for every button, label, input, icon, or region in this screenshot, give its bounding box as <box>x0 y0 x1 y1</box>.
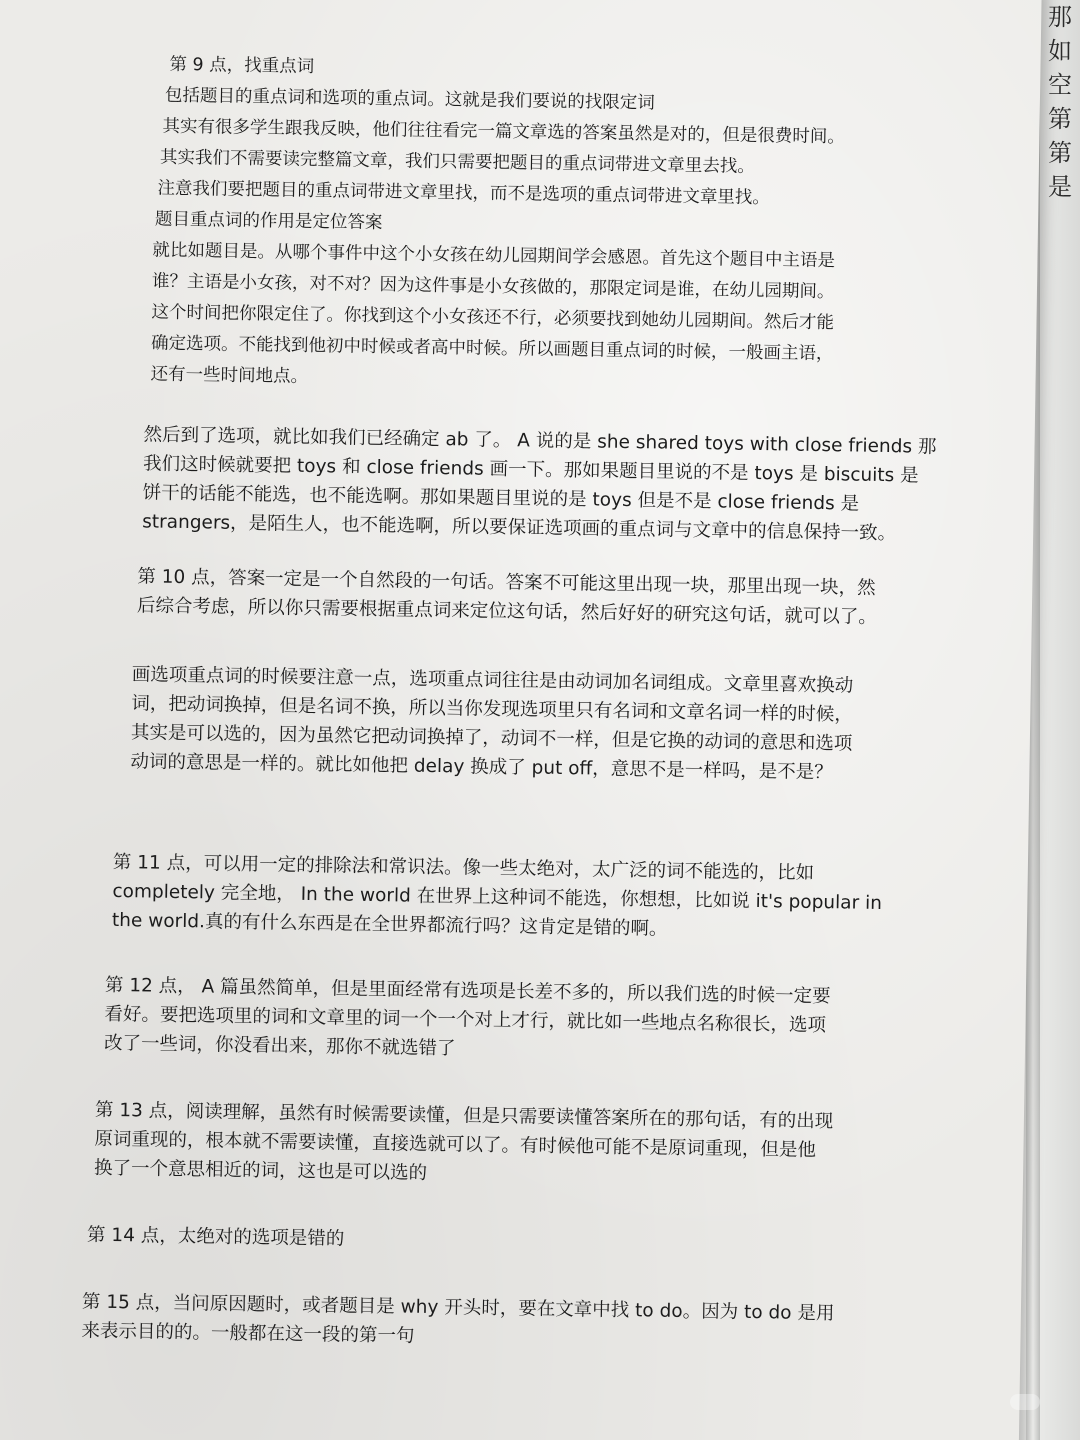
section-9 <box>150 50 945 403</box>
section-14 <box>87 1221 927 1263</box>
text-line: 动词的意思是一样的。就比如他把 delay 换成了 put off，意思不是一样吗，是不是？ <box>130 751 833 784</box>
text-line: 第 13 点，阅读理解，虽然有时候需要读懂，但是只需要读懂答案所在的那句话，有的出现 <box>94 1099 834 1133</box>
background-book-text: 那 如 空 第 第 是 <box>1048 3 1072 201</box>
text-line: 饼干的话能不能选，也不能选啊。那如果题目里说的是 toys 但是不是 close friends 是 <box>142 482 860 515</box>
text-line: the world.真的有什么东西是在全世界都流行吗？这肯定是错的啊。 <box>111 909 668 940</box>
text-line: 其实有很多学生跟我反映，他们往往看完一篇文章选的答案虽然是对的，但是很费时间。 <box>162 116 846 148</box>
text-line: 后综合考虑，所以你只需要根据重点词来定位这句话，然后好好的研究这句话，就可以了。 <box>136 595 877 628</box>
section-15 <box>81 1288 920 1359</box>
section-12 <box>104 971 931 1071</box>
text-line: 换了一个意思相近的词，这也是可以选的 <box>93 1157 428 1184</box>
text-line: 这个时间把你限定住了。你找到这个小女孩还不行，必须要找到她幼儿园期间。然后才能 <box>151 302 835 334</box>
section-13 <box>94 1096 929 1196</box>
text-line: 第 12 点， A 篇虽然简单，但是里面经常有选项是长差不多的，所以我们选的时候一定要 <box>104 974 831 1008</box>
text-line: 其实我们不需要读完整篇文章，我们只需要把题目的重点词带进文章里去找。 <box>159 147 756 177</box>
section-heading: 第 9 点，找重点词 <box>169 54 315 77</box>
text-line: strangers，是陌生人，也不能选啊，所以要保证选项画的重点词与文章中的信息保持一致。 <box>142 511 897 545</box>
text-line: 题目重点词的作用是定位答案 <box>154 209 383 234</box>
text-line: 然后到了选项，就比如我们已经确定 ab 了。 A 说的是 she shared toys with close friends 那 <box>143 424 937 458</box>
text-line: 包括题目的重点词和选项的重点词。这就是我们要说的找限定词 <box>164 85 656 114</box>
text-line: 我们这时候就要把 toys 和 close friends 画一下。那如果题目里说的不是 toys 是 biscuits 是 <box>142 453 919 487</box>
text-line: 就比如题目是。从哪个事件中这个小女孩在幼儿园期间学会感恩。首先这个题目中主语是 <box>152 240 836 272</box>
text-line: completely 完全地， In the world 在世界上这种词不能选，你想想，比如说 it's popular in <box>112 880 883 915</box>
section-11 <box>112 848 933 948</box>
text-line: 谁？主语是小女孩，对不对？因为这件事是小女孩做的，那限定词是谁，在幼儿园期间。 <box>151 271 835 303</box>
text-line: 改了一些词，你没看出来，那你不就选错了 <box>103 1032 456 1060</box>
text-line: 确定选项。不能找到他初中时候或者高中时候。所以画题目重点词的时候，一般画主语， <box>150 333 834 365</box>
verb-noun-paragraph <box>130 660 936 789</box>
text-line: 词，把动词换掉，但是名词不换，所以当你发现选项里只有名词和文章名词一样的时候， <box>131 693 853 726</box>
page-content <box>81 50 945 1359</box>
text-line: 来表示目的的。一般都在这一段的第一句 <box>81 1320 415 1347</box>
text-line: 其实是可以选的，因为虽然它把动词换掉了，动词不一样，但是它换的动词的意思和选项 <box>130 722 853 755</box>
section-10 <box>137 562 938 633</box>
options-paragraph <box>142 420 940 548</box>
text-line: 画选项重点词的时候要注意一点，选项重点词往往是由动词加名词组成。文章里喜欢换动 <box>131 664 854 697</box>
text-line: 第 11 点，可以用一定的排除法和常识法。像一些太绝对，太广泛的词不能选的，比如 <box>112 851 815 884</box>
watermark-mark <box>1010 1394 1040 1410</box>
text-line: 原词重现的，根本就不需要读懂，直接选就可以了。有时候他可能不是原词重现，但是他 <box>94 1128 817 1162</box>
text-line: 第 10 点，答案一定是一个自然段的一句话。答案不可能这里出现一块，那里出现一块，然 <box>137 566 876 599</box>
text-line: 第 14 点，太绝对的选项是错的 <box>86 1224 345 1250</box>
text-line: 第 15 点，当问原因题时，或者题目是 why 开头时，要在文章中找 to do。因为 to do 是用 <box>81 1291 835 1325</box>
text-line: 看好。要把选项里的词和文章里的词一个一个对上才行，就比如一些地点名称很长，选项 <box>104 1003 827 1037</box>
text-line: 注意我们要把题目的重点词带进文章里找，而不是选项的重点词带进文章里找。 <box>157 178 771 209</box>
text-line: 还有一些时间地点。 <box>150 364 309 387</box>
